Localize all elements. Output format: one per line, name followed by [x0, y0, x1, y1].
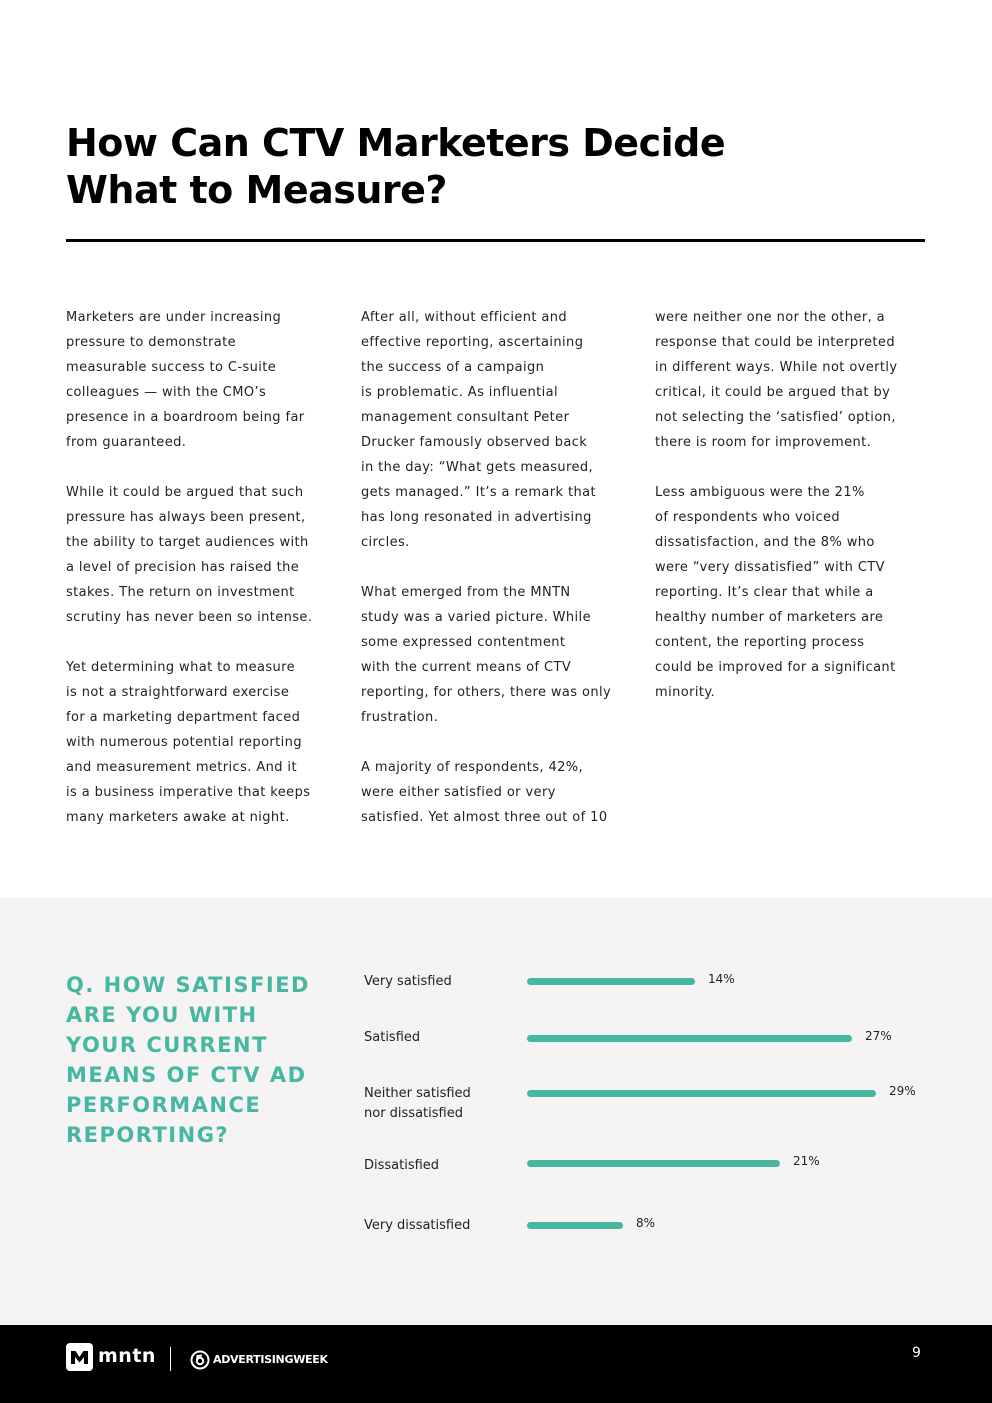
- bar-label: [364, 1156, 524, 1176]
- text-line: scrutiny has never been so intense.: [66, 610, 313, 625]
- bar-label: [364, 972, 524, 992]
- question-line: REPORTING?: [66, 1123, 230, 1147]
- text-line: dissatisfaction, and the 8% who: [655, 535, 875, 550]
- text-line: pressure to demonstrate: [66, 335, 237, 350]
- bar-value-label: 27%: [865, 1029, 892, 1043]
- bar-label-line: Neither satisfied: [364, 1086, 471, 1101]
- text-line: were either satisfied or very: [361, 785, 556, 800]
- text-line: Drucker famously observed back: [361, 435, 588, 450]
- bar-label-line: Very dissatisfied: [364, 1218, 471, 1233]
- title-divider: [66, 239, 925, 242]
- title-line-2: What to Measure?: [66, 168, 447, 212]
- text-line: many marketers awake at night.: [66, 810, 290, 825]
- body-column-2: [361, 305, 631, 855]
- text-line: is a business imperative that keeps: [66, 785, 311, 800]
- text-line: could be improved for a significant: [655, 660, 896, 675]
- text-line: While it could be argued that such: [66, 485, 304, 500]
- mntn-m-icon: [66, 1343, 93, 1371]
- text-line: management consultant Peter: [361, 410, 570, 425]
- text-line: some expressed contentment: [361, 635, 566, 650]
- text-line: A majority of respondents, 42%,: [361, 760, 584, 775]
- body-column-3: [655, 305, 925, 730]
- text-line: of respondents who voiced: [655, 510, 841, 525]
- mntn-logo-icon: [66, 1343, 93, 1371]
- text-line: Yet determining what to measure: [66, 660, 296, 675]
- paragraph: [655, 305, 925, 455]
- question-line: YOUR CURRENT: [66, 1033, 268, 1057]
- text-line: stakes. The return on investment: [66, 585, 295, 600]
- text-line: presence in a boardroom being far: [66, 410, 305, 425]
- text-line: response that could be interpreted: [655, 335, 895, 350]
- page-footer: [0, 1325, 992, 1403]
- text-line: effective reporting, ascertaining: [361, 335, 584, 350]
- text-line: satisfied. Yet almost three out of 10: [361, 810, 608, 825]
- text-line: reporting, for others, there was only: [361, 685, 612, 700]
- text-line: gets managed.” It’s a remark that: [361, 485, 596, 500]
- page-title: [66, 120, 766, 214]
- text-line: critical, it could be argued that by: [655, 385, 891, 400]
- paragraph: [361, 305, 631, 555]
- question-line: Q. HOW SATISFIED: [66, 973, 310, 997]
- text-line: is not a straightforward exercise: [66, 685, 290, 700]
- text-line: in different ways. While not overtly: [655, 360, 898, 375]
- text-line: reporting. It’s clear that while a: [655, 585, 874, 600]
- bar: [527, 978, 695, 985]
- bar-label-line: Satisfied: [364, 1030, 421, 1045]
- text-line: colleagues — with the CMO’s: [66, 385, 267, 400]
- bar-label-line: nor dissatisfied: [364, 1106, 463, 1121]
- text-line: healthy number of marketers are: [655, 610, 884, 625]
- paragraph: [361, 580, 631, 730]
- question-line: PERFORMANCE: [66, 1093, 262, 1117]
- bar-value-label: 21%: [793, 1154, 820, 1168]
- bar-label: [364, 1028, 524, 1048]
- text-line: the success of a campaign: [361, 360, 545, 375]
- paragraph: [66, 305, 334, 455]
- mntn-wordmark: mntn: [98, 1345, 156, 1367]
- text-line: and measurement metrics. And it: [66, 760, 297, 775]
- text-line: content, the reporting process: [655, 635, 865, 650]
- bar: [527, 1035, 852, 1042]
- bar-value-label: 29%: [889, 1084, 916, 1098]
- text-line: Marketers are under increasing: [66, 310, 282, 325]
- bar-label: [364, 1216, 524, 1236]
- bar-value-label: 14%: [708, 972, 735, 986]
- text-line: with the current means of CTV: [361, 660, 572, 675]
- bar-label-line: Very satisfied: [364, 974, 452, 989]
- survey-question: [66, 970, 326, 1150]
- bar: [527, 1090, 876, 1097]
- title-line-1: How Can CTV Marketers Decide: [66, 121, 726, 165]
- text-line: were “very dissatisfied” with CTV: [655, 560, 885, 575]
- bar: [527, 1222, 623, 1229]
- paragraph: [66, 480, 334, 630]
- text-line: minority.: [655, 685, 716, 700]
- bar: [527, 1160, 780, 1167]
- text-line: were neither one nor the other, a: [655, 310, 886, 325]
- text-line: measurable success to C-suite: [66, 360, 277, 375]
- question-line: ARE YOU WITH: [66, 1003, 258, 1027]
- paragraph: [655, 480, 925, 705]
- text-line: pressure has always been present,: [66, 510, 306, 525]
- bar-label: [364, 1084, 524, 1124]
- text-line: in the day: “What gets measured,: [361, 460, 594, 475]
- text-line: has long resonated in advertising: [361, 510, 592, 525]
- bar-label-line: Dissatisfied: [364, 1158, 440, 1173]
- text-line: circles.: [361, 535, 410, 550]
- bar-value-label: 8%: [636, 1216, 656, 1230]
- text-line: What emerged from the MNTN: [361, 585, 571, 600]
- paragraph: [361, 755, 631, 830]
- text-line: frustration.: [361, 710, 439, 725]
- text-line: from guaranteed.: [66, 435, 187, 450]
- question-line: MEANS OF CTV AD: [66, 1063, 307, 1087]
- text-line: Less ambiguous were the 21%: [655, 485, 865, 500]
- paragraph: [66, 655, 334, 830]
- text-line: with numerous potential reporting: [66, 735, 302, 750]
- text-line: After all, without efficient and: [361, 310, 568, 325]
- page-number: 9: [912, 1345, 921, 1361]
- text-line: for a marketing department faced: [66, 710, 301, 725]
- text-line: there is room for improvement.: [655, 435, 872, 450]
- advertising-week-wordmark: ADVERTISINGWEEK: [213, 1353, 328, 1366]
- text-line: a level of precision has raised the: [66, 560, 300, 575]
- advertising-week-icon: [190, 1350, 210, 1370]
- footer-logo-divider: [170, 1347, 171, 1371]
- text-line: the ability to target audiences with: [66, 535, 309, 550]
- body-column-1: [66, 305, 334, 855]
- text-line: study was a varied picture. While: [361, 610, 591, 625]
- text-line: not selecting the ‘satisfied’ option,: [655, 410, 896, 425]
- text-line: is problematic. As influential: [361, 385, 558, 400]
